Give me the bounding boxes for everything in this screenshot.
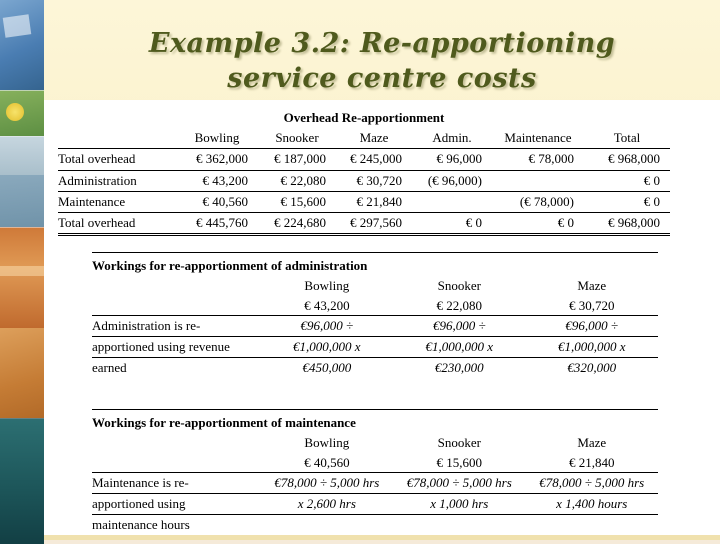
row-label: Maintenance <box>58 191 176 212</box>
formula-cell: x 2,600 hrs <box>261 494 393 515</box>
slide-title-line2: service centre costs <box>227 63 537 95</box>
admin-workings-section <box>92 252 658 377</box>
cell: € 187,000 <box>258 149 336 170</box>
col-header-admin: Admin. <box>412 128 492 149</box>
cell-empty <box>92 276 261 296</box>
cell-empty <box>92 453 261 473</box>
row-label: maintenance hours <box>92 516 190 532</box>
cell-empty <box>261 514 393 534</box>
cell: € 30,720 <box>336 170 412 191</box>
cell: € 43,200 <box>261 296 393 316</box>
row-label: earned <box>92 359 127 375</box>
collage-photo-green-banknote <box>0 90 44 136</box>
cell: € 96,000 <box>412 149 492 170</box>
cell: (€ 78,000) <box>492 191 584 212</box>
overhead-table-title: Overhead Re-apportionment <box>283 110 445 125</box>
col-header-bowling: Bowling <box>176 128 258 149</box>
cell-empty <box>393 514 525 534</box>
col-header-maze: Maze <box>577 278 607 294</box>
maintenance-workings-table <box>92 433 658 534</box>
maintenance-workings-title: Workings for re-apportionment of maintenance <box>92 409 658 431</box>
col-header-bowling: Bowling <box>304 278 350 294</box>
table-row-total-overhead-before <box>58 149 670 170</box>
col-header-total: Total <box>584 128 670 149</box>
overhead-table <box>58 128 670 236</box>
content-panel <box>44 100 720 535</box>
maintenance-workings-section <box>92 409 658 534</box>
admin-workings-formula-row-1 <box>92 316 658 337</box>
row-label: Total overhead <box>58 213 176 235</box>
cell: € 0 <box>412 213 492 235</box>
formula-cell: €230,000 <box>434 359 484 375</box>
cell: € 0 <box>584 170 670 191</box>
col-header-maze: Maze <box>336 128 412 149</box>
formula-cell: x 1,400 hours <box>526 494 659 515</box>
cell <box>412 191 492 212</box>
formula-cell: €320,000 <box>567 359 617 375</box>
cell: (€ 96,000) <box>412 170 492 191</box>
table-row-maintenance <box>58 191 670 212</box>
collage-photo-orange-banknote <box>0 227 44 328</box>
col-header-bowling: Bowling <box>304 435 350 451</box>
maintenance-workings-formula-row-1 <box>92 473 658 494</box>
maintenance-workings-label-row-3 <box>92 514 658 534</box>
cell-empty <box>526 514 659 534</box>
cell: € 15,600 <box>393 453 525 473</box>
collage-photo-teal-banknote <box>0 418 44 544</box>
cell: € 297,560 <box>336 213 412 235</box>
formula-cell: €96,000 ÷ <box>261 316 393 337</box>
admin-workings-title: Workings for re-apportionment of administration <box>92 252 658 274</box>
cell: € 15,600 <box>258 191 336 212</box>
row-label: Administration <box>58 170 176 191</box>
formula-cell: €1,000,000 x <box>393 337 525 358</box>
row-label: Maintenance is re- <box>92 473 261 494</box>
cell <box>492 170 584 191</box>
cell: € 0 <box>492 213 584 235</box>
slide-title-line1: Example 3.2: Re-apportioning <box>148 28 616 59</box>
maintenance-workings-values-row <box>92 453 658 473</box>
collage-photo-tan-banknote <box>0 328 44 418</box>
cell-empty <box>92 433 261 453</box>
maintenance-workings-header-row <box>92 433 658 453</box>
table-row-administration <box>58 170 670 191</box>
formula-cell: €96,000 ÷ <box>526 316 659 337</box>
row-label: apportioned using <box>92 494 261 515</box>
formula-cell: €450,000 <box>302 359 352 375</box>
collage-photo-blue-banknote <box>0 0 44 90</box>
formula-cell: €96,000 ÷ <box>393 316 525 337</box>
row-label: apportioned using revenue <box>92 337 261 358</box>
col-header-maze: Maze <box>577 435 607 451</box>
row-label: Total overhead <box>58 149 176 170</box>
col-header-empty <box>58 128 176 149</box>
cell: € 445,760 <box>176 213 258 235</box>
cell: € 362,000 <box>176 149 258 170</box>
table-row-total-overhead-after <box>58 213 670 235</box>
cell: € 21,840 <box>526 453 659 473</box>
cell-empty <box>92 296 261 316</box>
overhead-header-row <box>58 128 670 149</box>
col-header-maintenance: Maintenance <box>492 128 584 149</box>
admin-workings-table <box>92 276 658 377</box>
admin-workings-formula-row-2 <box>92 337 658 358</box>
cell: € 968,000 <box>584 149 670 170</box>
slide-title <box>44 26 720 96</box>
cell: € 968,000 <box>584 213 670 235</box>
col-header-snooker: Snooker <box>258 128 336 149</box>
cell: € 78,000 <box>492 149 584 170</box>
collage-photo-pale-banknote <box>0 136 44 175</box>
col-header-snooker: Snooker <box>437 278 481 294</box>
formula-cell: €78,000 ÷ 5,000 hrs <box>261 473 393 494</box>
cell: € 224,680 <box>258 213 336 235</box>
cell: € 0 <box>584 191 670 212</box>
cell: € 21,840 <box>336 191 412 212</box>
cell: € 245,000 <box>336 149 412 170</box>
formula-cell: x 1,000 hrs <box>393 494 525 515</box>
admin-workings-header-row <box>92 276 658 296</box>
cell: € 30,720 <box>526 296 659 316</box>
maintenance-workings-formula-row-2 <box>92 494 658 515</box>
cell: € 43,200 <box>176 170 258 191</box>
formula-cell: €78,000 ÷ 5,000 hrs <box>526 473 659 494</box>
collage-photo-slate-banknote <box>0 175 44 227</box>
col-header-snooker: Snooker <box>437 435 481 451</box>
admin-workings-formula-row-3 <box>92 357 658 377</box>
row-label: Administration is re- <box>92 316 261 337</box>
cell: € 22,080 <box>393 296 525 316</box>
currency-collage-strip <box>0 0 44 540</box>
cell: € 40,560 <box>176 191 258 212</box>
formula-cell: €1,000,000 x <box>526 337 659 358</box>
formula-cell: €1,000,000 x <box>261 337 393 358</box>
formula-cell: €78,000 ÷ 5,000 hrs <box>393 473 525 494</box>
cell: € 22,080 <box>258 170 336 191</box>
cell: € 40,560 <box>261 453 393 473</box>
admin-workings-values-row <box>92 296 658 316</box>
